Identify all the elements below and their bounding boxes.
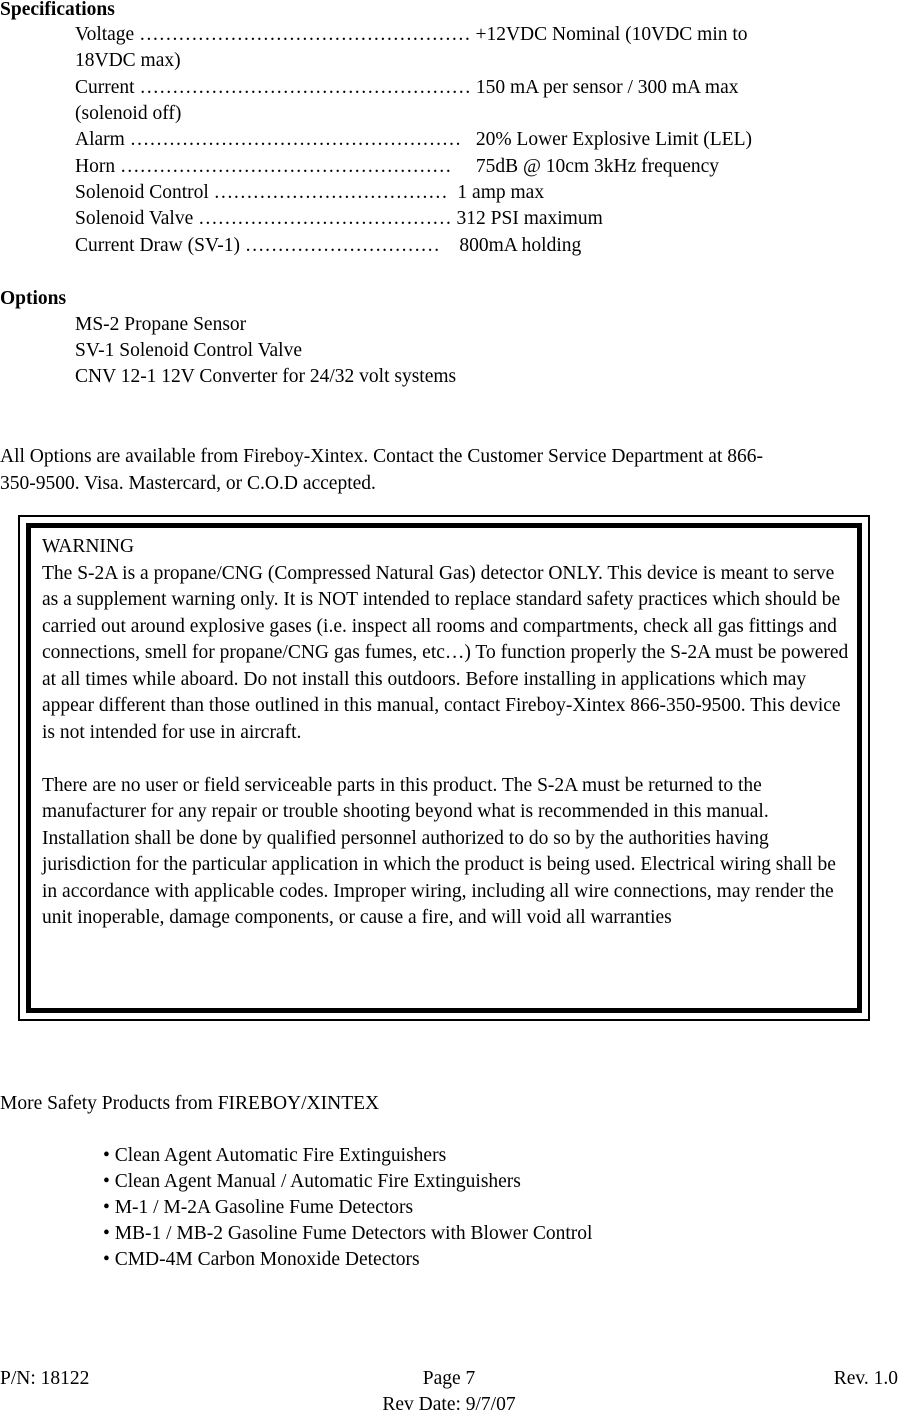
more-products-heading: More Safety Products from FIREBOY/XINTEX: [0, 1093, 380, 1114]
spec-solenoid-control: Solenoid Control ……………………………… 1 amp max: [75, 182, 545, 203]
page-number: Page 7: [422, 1368, 476, 1389]
product-item: • MB-1 / MB-2 Gasoline Fume Detectors with Blower Control: [103, 1223, 593, 1244]
product-item: • CMD-4M Carbon Monoxide Detectors: [103, 1249, 420, 1270]
part-number: P/N: 18122: [0, 1368, 90, 1389]
warning-paragraph-1: The S-2A is a propane/CNG (Compressed Natural Gas) detector ONLY. This device is meant to serve as a supplement warning only. It is NOT intended to replace standard safety practices which should be carried out around explosive gases (i.e. inspect all rooms and compartments, check all gas fittings and connections, smell for propane/CNG gas fumes, etc…) To function properly the S-2A must be powered at all times while aboard. Do not install this outdoors. Before installing in applications which may appear different than those outlined in this manual, contact Fireboy-Xintex 866-350-9500. This device is not intended for use in aircraft.: [42, 562, 849, 743]
product-item: • Clean Agent Manual / Automatic Fire Extinguishers: [103, 1171, 521, 1192]
spec-current: Current …………………………………………… 150 mA per sensor / 300 mA max: [75, 77, 739, 98]
spec-voltage: Voltage …………………………………………… +12VDC Nominal (10VDC min to: [75, 24, 748, 45]
spec-current-draw: Current Draw (SV-1) ………………………… 800mA holding: [75, 235, 582, 256]
specifications-heading: Specifications: [0, 0, 115, 20]
revision-date: Rev Date: 9/7/07: [382, 1394, 516, 1415]
availability-line-1: All Options are available from Fireboy-Xintex. Contact the Customer Service Department at 866-: [0, 446, 763, 467]
option-item: SV-1 Solenoid Control Valve: [75, 340, 302, 361]
warning-title: WARNING: [42, 536, 135, 557]
revision: Rev. 1.0: [833, 1368, 898, 1389]
spec-horn: Horn …………………………………………… 75dB @ 10cm 3kHz frequency: [75, 156, 720, 177]
spec-voltage-cont: 18VDC max): [75, 50, 181, 71]
options-heading: Options: [0, 288, 67, 309]
spec-solenoid-valve: Solenoid Valve ………………………………… 312 PSI maximum: [75, 208, 603, 229]
warning-text: [42, 534, 852, 932]
option-item: CNV 12-1 12V Converter for 24/32 volt systems: [75, 366, 457, 387]
product-item: • Clean Agent Automatic Fire Extinguishers: [103, 1145, 447, 1166]
product-item: • M-1 / M-2A Gasoline Fume Detectors: [103, 1197, 414, 1218]
warning-paragraph-2: There are no user or field serviceable parts in this product. The S-2A must be returned to the manufacturer for any repair or trouble shooting beyond what is recommended in this manual. Installation shall be done by qualified personnel authorized to do so by the authorities having jurisdiction for the particular application in which the product is being used. Electrical wiring shall be in accordance with applicable codes. Improper wiring, including all wire connections, may render the unit inoperable, damage components, or cause a fire, and will void all warranties: [42, 774, 836, 928]
option-item: MS-2 Propane Sensor: [75, 314, 247, 335]
spec-alarm: Alarm …………………………………………… 20% Lower Explosive Limit (LEL): [75, 129, 752, 150]
availability-line-2: 350-9500. Visa. Mastercard, or C.O.D accepted.: [0, 473, 376, 494]
spec-current-cont: (solenoid off): [75, 103, 182, 124]
